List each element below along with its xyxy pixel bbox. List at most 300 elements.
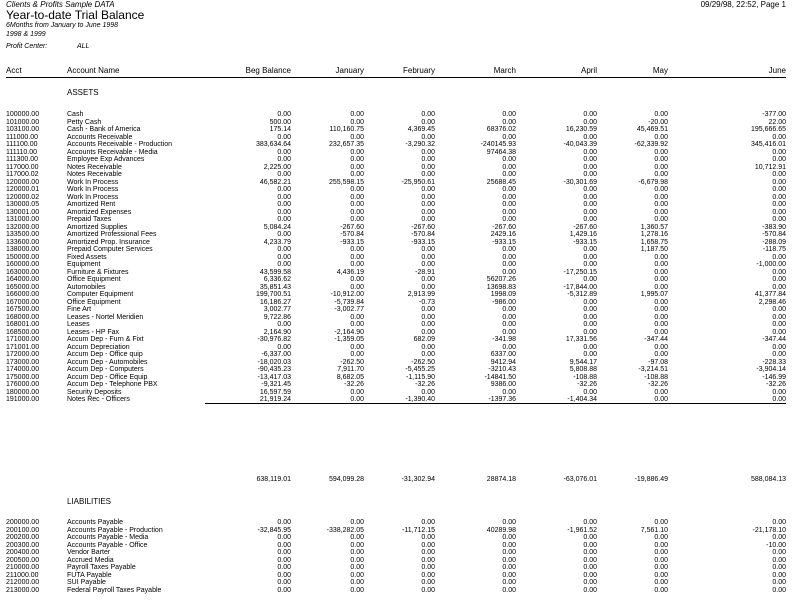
cell-may: 0.00 bbox=[654, 268, 668, 276]
cell-account-name: Accum Dep - Office Equip bbox=[67, 373, 148, 381]
cell-account-name: Work In Process bbox=[67, 186, 119, 193]
cell-february: -1,390.40 bbox=[405, 396, 435, 403]
cell-acct-number: 180000.00 bbox=[6, 388, 40, 396]
cell-january: 0.00 bbox=[350, 156, 364, 163]
cell-account-name: Notes Rec - Officers bbox=[67, 396, 130, 403]
cell-may: 0.00 bbox=[654, 328, 668, 336]
cell-february: 0.00 bbox=[421, 133, 435, 141]
table-row bbox=[6, 216, 786, 224]
cell-february: 0.00 bbox=[421, 276, 435, 283]
cell-january: 0.00 bbox=[350, 148, 364, 156]
table-row bbox=[6, 549, 786, 557]
cell-april: 17,331.56 bbox=[565, 336, 597, 343]
cell-january: 0.00 bbox=[350, 163, 364, 171]
cell-march: 0.00 bbox=[502, 268, 516, 276]
cell-february: 0.00 bbox=[421, 388, 435, 396]
cell-june: -570.84 bbox=[762, 231, 786, 238]
cell-march: 0.00 bbox=[502, 541, 516, 549]
cell-may: 0.00 bbox=[654, 534, 668, 541]
section-liabilities-heading: LIABILITIES bbox=[67, 497, 112, 506]
table-row bbox=[6, 389, 786, 397]
cell-june: 2,298.46 bbox=[758, 298, 786, 306]
cell-account-name: Automobiles bbox=[67, 283, 106, 291]
cell-june: 0.00 bbox=[772, 133, 786, 141]
cell-account-name: Equipment bbox=[67, 261, 101, 268]
cell-acct-number: 174000.00 bbox=[6, 366, 40, 373]
cell-april: 0.00 bbox=[583, 579, 597, 586]
cell-january: 0.00 bbox=[350, 133, 364, 141]
table-row bbox=[6, 119, 786, 127]
cell-may: 0.00 bbox=[654, 306, 668, 313]
report-title: Year-to-date Trial Balance bbox=[6, 8, 145, 22]
report-years: 1998 & 1999 bbox=[6, 31, 46, 38]
header-march: March bbox=[493, 66, 516, 75]
table-row bbox=[6, 344, 786, 352]
cell-may: -108.88 bbox=[644, 373, 668, 381]
cell-may: 1,995.07 bbox=[640, 291, 668, 298]
cell-acct-number: 100000.00 bbox=[6, 111, 40, 118]
cell-january: -933.15 bbox=[340, 238, 364, 246]
cell-january: 0.00 bbox=[350, 276, 364, 283]
cell-april: 0.00 bbox=[583, 156, 597, 163]
cell-january: -570.84 bbox=[340, 231, 364, 238]
cell-june: 0.00 bbox=[772, 193, 786, 201]
cell-april: -30,301.69 bbox=[563, 178, 597, 186]
cell-account-name: Accounts Payable - Production bbox=[67, 526, 163, 534]
cell-may: 0.00 bbox=[654, 208, 668, 216]
cell-may: 0.00 bbox=[654, 343, 668, 351]
cell-account-name: SUI Payable bbox=[67, 579, 106, 586]
cell-april: 0.00 bbox=[583, 261, 597, 268]
cell-march: 0.00 bbox=[502, 201, 516, 208]
cell-june: 0.00 bbox=[772, 201, 786, 208]
cell-beg-balance: 0.00 bbox=[277, 571, 291, 579]
header-february: February bbox=[402, 66, 435, 75]
table-row bbox=[6, 156, 786, 164]
cell-january: 0.00 bbox=[350, 313, 364, 321]
cell-february: 0.00 bbox=[421, 351, 435, 358]
cell-april: 0.00 bbox=[583, 276, 597, 283]
table-row bbox=[6, 179, 786, 187]
cell-beg-balance: 16,597.59 bbox=[259, 388, 291, 396]
cell-february: 0.00 bbox=[421, 534, 435, 541]
cell-june: 0.00 bbox=[772, 321, 786, 328]
cell-january: 0.00 bbox=[350, 171, 364, 178]
cell-beg-balance: 0.00 bbox=[277, 564, 291, 571]
cell-account-name: Leases - Nortel Meridien bbox=[67, 313, 144, 321]
cell-march: -3210.43 bbox=[488, 366, 516, 373]
cell-beg-balance: 0.00 bbox=[277, 261, 291, 268]
cell-january: 0.00 bbox=[350, 564, 364, 571]
cell-march: 0.00 bbox=[502, 556, 516, 564]
cell-june: -377.00 bbox=[762, 111, 786, 118]
cell-may: -3,214.51 bbox=[638, 366, 668, 373]
cell-april: 0.00 bbox=[583, 186, 597, 193]
cell-april: 0.00 bbox=[583, 534, 597, 541]
cell-june: -21,178.10 bbox=[752, 526, 786, 534]
table-row bbox=[6, 527, 786, 535]
cell-may: -20.00 bbox=[648, 118, 668, 126]
cell-january: 232,657.35 bbox=[328, 141, 364, 148]
cell-april: -32.26 bbox=[577, 381, 597, 388]
cell-may: 0.00 bbox=[654, 111, 668, 118]
cell-january: 0.00 bbox=[350, 261, 364, 268]
total-january: 594,099.28 bbox=[328, 476, 364, 483]
cell-june: -10.00 bbox=[766, 541, 786, 549]
cell-march: 0.00 bbox=[502, 549, 516, 556]
cell-account-name: Accounts Receivable - Production bbox=[67, 141, 173, 148]
cell-april: 5,808.88 bbox=[569, 366, 597, 373]
cell-account-name: Federal Payroll Taxes Payable bbox=[67, 586, 162, 594]
cell-march: 0.00 bbox=[502, 118, 516, 126]
cell-acct-number: 160000.00 bbox=[6, 261, 40, 268]
cell-april: 0.00 bbox=[583, 171, 597, 178]
cell-may: 0.00 bbox=[654, 156, 668, 163]
header-april: April bbox=[580, 66, 597, 75]
cell-beg-balance: 0.00 bbox=[277, 133, 291, 141]
cell-account-name: Leases - HP Fax bbox=[67, 328, 120, 336]
cell-account-name: Accrued Media bbox=[67, 556, 114, 564]
cell-february: 0.00 bbox=[421, 579, 435, 586]
cell-june: 0.00 bbox=[772, 396, 786, 403]
cell-march: 0.00 bbox=[502, 171, 516, 178]
cell-january: 0.00 bbox=[350, 579, 364, 586]
cell-june: 0.00 bbox=[772, 388, 786, 396]
cell-beg-balance: 6,336.62 bbox=[263, 276, 291, 283]
cell-may: 1,278.16 bbox=[640, 231, 668, 238]
cell-acct-number: 167500.00 bbox=[6, 306, 40, 313]
cell-march: 9412.94 bbox=[490, 358, 516, 366]
cell-may: 0.00 bbox=[654, 388, 668, 396]
cell-april: 0.00 bbox=[583, 351, 597, 358]
cell-acct-number: 120000.00 bbox=[6, 178, 40, 186]
cell-march: 0.00 bbox=[502, 388, 516, 396]
cell-may: 45,469.51 bbox=[636, 126, 668, 133]
cell-may: 0.00 bbox=[654, 541, 668, 549]
cell-beg-balance: -18,020.03 bbox=[257, 358, 291, 366]
cell-march: 1998.09 bbox=[490, 291, 516, 298]
cell-march: 0.00 bbox=[502, 246, 516, 253]
cell-march: 25688.45 bbox=[486, 178, 516, 186]
cell-acct-number: 120000.02 bbox=[6, 193, 40, 201]
cell-february: 0.00 bbox=[421, 201, 435, 208]
cell-march: 0.00 bbox=[502, 163, 516, 171]
table-row bbox=[6, 381, 786, 389]
cell-may: 0.00 bbox=[654, 171, 668, 178]
cell-beg-balance: 2,164.90 bbox=[263, 328, 291, 336]
cell-january: 0.00 bbox=[350, 111, 364, 118]
cell-april: 0.00 bbox=[583, 571, 597, 579]
cell-beg-balance: 0.00 bbox=[277, 519, 291, 526]
cell-account-name: Notes Receivable bbox=[67, 171, 122, 178]
cell-february: 4,369.45 bbox=[407, 126, 435, 133]
cell-account-name: Computer Equipment bbox=[67, 291, 134, 298]
cell-february: 0.00 bbox=[421, 328, 435, 336]
cell-february: -267.60 bbox=[411, 223, 435, 231]
cell-beg-balance: 16,186.27 bbox=[259, 298, 291, 306]
cell-may: 0.00 bbox=[654, 313, 668, 321]
cell-june: 0.00 bbox=[772, 208, 786, 216]
cell-june: 41,377.84 bbox=[754, 291, 786, 298]
header-june: June bbox=[768, 66, 786, 75]
cell-june: 0.00 bbox=[772, 306, 786, 313]
cell-january: 255,598.15 bbox=[328, 178, 364, 186]
cell-may: 0.00 bbox=[654, 586, 668, 594]
header-may: May bbox=[652, 66, 668, 75]
cell-may: 0.00 bbox=[654, 549, 668, 556]
cell-february: 0.00 bbox=[421, 321, 435, 328]
table-row bbox=[6, 201, 786, 209]
cell-beg-balance: 0.00 bbox=[277, 193, 291, 201]
cell-april: 0.00 bbox=[583, 388, 597, 396]
cell-february: 0.00 bbox=[421, 313, 435, 321]
cell-april: 1,429.16 bbox=[569, 231, 597, 238]
cell-beg-balance: 0.00 bbox=[277, 343, 291, 351]
cell-april: -5,312.89 bbox=[567, 291, 597, 298]
table-row bbox=[6, 557, 786, 565]
table-row bbox=[6, 224, 786, 232]
cell-account-name: Leases bbox=[67, 321, 90, 328]
cell-acct-number: 168001.00 bbox=[6, 321, 40, 328]
cell-february: 682.09 bbox=[413, 336, 435, 343]
cell-beg-balance: 0.00 bbox=[277, 246, 291, 253]
cell-january: 0.00 bbox=[350, 186, 364, 193]
cell-february: 0.00 bbox=[421, 519, 435, 526]
cell-may: 0.00 bbox=[654, 283, 668, 291]
cell-account-name: Payroll Taxes Payable bbox=[67, 564, 136, 571]
cell-june: 0.00 bbox=[772, 216, 786, 223]
cell-beg-balance: 21,919.24 bbox=[259, 396, 291, 403]
table-row bbox=[6, 246, 786, 254]
cell-march: 0.00 bbox=[502, 313, 516, 321]
cell-acct-number: 166000.00 bbox=[6, 291, 40, 298]
cell-beg-balance: 0.00 bbox=[277, 156, 291, 163]
cell-acct-number: 168500.00 bbox=[6, 328, 40, 336]
cell-april: 0.00 bbox=[583, 208, 597, 216]
cell-april: 0.00 bbox=[583, 343, 597, 351]
total-may: -19,886.49 bbox=[634, 476, 668, 483]
cell-account-name: Work In Process bbox=[67, 193, 119, 201]
cell-february: 0.00 bbox=[421, 253, 435, 261]
cell-account-name: Accum Dep - Computers bbox=[67, 366, 144, 373]
cell-june: 0.00 bbox=[772, 328, 786, 336]
cell-june: 0.00 bbox=[772, 171, 786, 178]
cell-acct-number: 200000.00 bbox=[6, 519, 40, 526]
cell-acct-number: 138000.00 bbox=[6, 246, 40, 253]
cell-june: 0.00 bbox=[772, 313, 786, 321]
cell-march: 0.00 bbox=[502, 328, 516, 336]
cell-april: 0.00 bbox=[583, 201, 597, 208]
cell-april: 0.00 bbox=[583, 321, 597, 328]
cell-acct-number: 173000.00 bbox=[6, 358, 40, 366]
cell-beg-balance: 43,599.58 bbox=[259, 268, 291, 276]
cell-beg-balance: -32,845.95 bbox=[257, 526, 291, 534]
cell-april: 0.00 bbox=[583, 313, 597, 321]
cell-march: 68376.02 bbox=[486, 126, 516, 133]
cell-january: -3,002.77 bbox=[334, 306, 364, 313]
cell-beg-balance: 0.00 bbox=[277, 201, 291, 208]
cell-january: 0.00 bbox=[350, 556, 364, 564]
cell-april: 0.00 bbox=[583, 564, 597, 571]
cell-acct-number: 133500.00 bbox=[6, 231, 40, 238]
cell-march: -267.60 bbox=[492, 223, 516, 231]
cell-february: 0.00 bbox=[421, 283, 435, 291]
cell-february: -11,712.15 bbox=[402, 526, 435, 534]
cell-acct-number: 111100.00 bbox=[6, 141, 38, 148]
cell-account-name: Fixed Assets bbox=[67, 253, 107, 261]
table-row bbox=[6, 194, 786, 202]
cell-february: 0.00 bbox=[421, 571, 435, 579]
table-row bbox=[6, 149, 786, 157]
cell-beg-balance: -90,435.23 bbox=[257, 366, 291, 373]
table-row bbox=[6, 269, 786, 277]
cell-june: 0.00 bbox=[772, 186, 786, 193]
assets-total-divider bbox=[205, 403, 786, 404]
cell-january: 0.00 bbox=[350, 283, 364, 291]
cell-march: 0.00 bbox=[502, 321, 516, 328]
cell-may: 1,360.57 bbox=[640, 223, 668, 231]
cell-june: -32.26 bbox=[766, 381, 786, 388]
cell-june: 0.00 bbox=[772, 351, 786, 358]
cell-beg-balance: 4,233.79 bbox=[263, 238, 291, 246]
assets-totals-row bbox=[6, 476, 786, 485]
cell-account-name: Office Equipment bbox=[67, 298, 121, 306]
cell-acct-number: 175000.00 bbox=[6, 373, 40, 381]
cell-march: 0.00 bbox=[502, 306, 516, 313]
cell-may: -97.08 bbox=[648, 358, 668, 366]
cell-acct-number: 132000.00 bbox=[6, 223, 40, 231]
cell-march: 2429.16 bbox=[490, 231, 516, 238]
cell-march: 97464.38 bbox=[486, 148, 516, 156]
table-row bbox=[6, 276, 786, 284]
cell-acct-number: 117000.02 bbox=[6, 171, 39, 178]
table-row bbox=[6, 231, 786, 239]
cell-beg-balance: 0.00 bbox=[277, 556, 291, 564]
cell-april: -1,404.34 bbox=[567, 396, 597, 403]
profit-center-label: Profit Center: bbox=[6, 43, 48, 50]
cell-january: 0.00 bbox=[350, 388, 364, 396]
company-name: Clients & Profits Sample DATA bbox=[6, 0, 115, 9]
cell-january: 0.00 bbox=[350, 208, 364, 216]
cell-march: 0.00 bbox=[502, 571, 516, 579]
cell-acct-number: 133600.00 bbox=[6, 238, 40, 246]
cell-february: 2,913.99 bbox=[407, 291, 435, 298]
cell-acct-number: 210000.00 bbox=[6, 564, 40, 571]
cell-june: -1,000.00 bbox=[756, 261, 786, 268]
cell-april: -17,250.15 bbox=[563, 268, 597, 276]
table-row bbox=[6, 534, 786, 542]
cell-march: 40289.98 bbox=[486, 526, 516, 534]
cell-may: -62,339.92 bbox=[634, 141, 668, 148]
cell-may: 0.00 bbox=[654, 253, 668, 261]
cell-beg-balance: 0.00 bbox=[277, 186, 291, 193]
cell-june: 345,416.01 bbox=[750, 141, 786, 148]
cell-february: 0.00 bbox=[421, 216, 435, 223]
table-row bbox=[6, 299, 786, 307]
cell-february: 0.00 bbox=[421, 586, 435, 594]
cell-acct-number: 168000.00 bbox=[6, 313, 40, 321]
cell-june: 0.00 bbox=[772, 564, 786, 571]
cell-april: -40,043.39 bbox=[563, 141, 597, 148]
cell-may: 0.00 bbox=[654, 579, 668, 586]
cell-january: -338,282.05 bbox=[326, 526, 364, 534]
cell-april: 9,544.17 bbox=[569, 358, 597, 366]
cell-account-name: Accounts Receivable - Media bbox=[67, 148, 158, 156]
cell-account-name: Amortized Prop. Insurance bbox=[67, 238, 150, 246]
table-row bbox=[6, 186, 786, 194]
cell-acct-number: 120000.01 bbox=[6, 186, 40, 193]
cell-account-name: Fine Art bbox=[67, 306, 92, 313]
cell-january: 0.00 bbox=[350, 201, 364, 208]
cell-march: 0.00 bbox=[502, 186, 516, 193]
table-row bbox=[6, 209, 786, 217]
cell-account-name: Amortized Supplies bbox=[67, 223, 128, 231]
cell-acct-number: 171001.00 bbox=[6, 343, 40, 351]
cell-february: -5,455.25 bbox=[405, 366, 435, 373]
cell-beg-balance: -13,417.03 bbox=[257, 373, 291, 381]
profit-center-value: ALL bbox=[77, 43, 90, 50]
cell-march: 0.00 bbox=[502, 156, 516, 163]
cell-acct-number: 200300.00 bbox=[6, 541, 40, 549]
cell-january: 8,682.05 bbox=[336, 373, 364, 381]
cell-acct-number: 101000.00 bbox=[6, 118, 40, 126]
cell-acct-number: 172000.00 bbox=[6, 351, 40, 358]
cell-may: 7,561.10 bbox=[640, 526, 668, 534]
cell-february: 0.00 bbox=[421, 549, 435, 556]
table-row bbox=[6, 542, 786, 550]
cell-january: 0.00 bbox=[350, 253, 364, 261]
cell-account-name: Amortized Professional Fees bbox=[67, 231, 157, 238]
cell-may: 0.00 bbox=[654, 216, 668, 223]
cell-beg-balance: 3,002.77 bbox=[263, 306, 291, 313]
cell-april: 0.00 bbox=[583, 306, 597, 313]
cell-january: 0.00 bbox=[350, 351, 364, 358]
cell-february: 0.00 bbox=[421, 111, 435, 118]
cell-account-name: Office Equipment bbox=[67, 276, 121, 283]
cell-april: 0.00 bbox=[583, 216, 597, 223]
cell-march: 0.00 bbox=[502, 519, 516, 526]
section-assets-heading: ASSETS bbox=[67, 88, 99, 97]
cell-january: 0.00 bbox=[350, 396, 364, 403]
cell-may: 0.00 bbox=[654, 321, 668, 328]
cell-acct-number: 211000.00 bbox=[6, 571, 39, 579]
cell-march: -986.00 bbox=[492, 298, 516, 306]
cell-january: -267.60 bbox=[340, 223, 364, 231]
cell-april: 0.00 bbox=[583, 148, 597, 156]
table-row bbox=[6, 291, 786, 299]
cell-beg-balance: 0.00 bbox=[277, 231, 291, 238]
cell-june: -383.90 bbox=[762, 223, 786, 231]
cell-june: 0.00 bbox=[772, 534, 786, 541]
cell-march: 0.00 bbox=[502, 216, 516, 223]
cell-may: 1,187.50 bbox=[640, 246, 668, 253]
cell-june: 195,666.65 bbox=[750, 126, 786, 133]
cell-june: -228.33 bbox=[762, 358, 786, 366]
cell-may: 0.00 bbox=[654, 148, 668, 156]
cell-account-name: Accounts Payable bbox=[67, 519, 124, 526]
total-june: 588,084.13 bbox=[750, 476, 786, 483]
cell-account-name: Accum Dep - Automobiles bbox=[67, 358, 148, 366]
cell-june: 0.00 bbox=[772, 283, 786, 291]
cell-may: 0.00 bbox=[654, 351, 668, 358]
cell-february: 0.00 bbox=[421, 564, 435, 571]
cell-january: 0.00 bbox=[350, 246, 364, 253]
cell-april: 0.00 bbox=[583, 118, 597, 126]
cell-march: -14841.50 bbox=[484, 373, 516, 381]
cell-january: -32.26 bbox=[344, 381, 364, 388]
cell-june: 0.00 bbox=[772, 148, 786, 156]
table-row bbox=[6, 572, 786, 580]
